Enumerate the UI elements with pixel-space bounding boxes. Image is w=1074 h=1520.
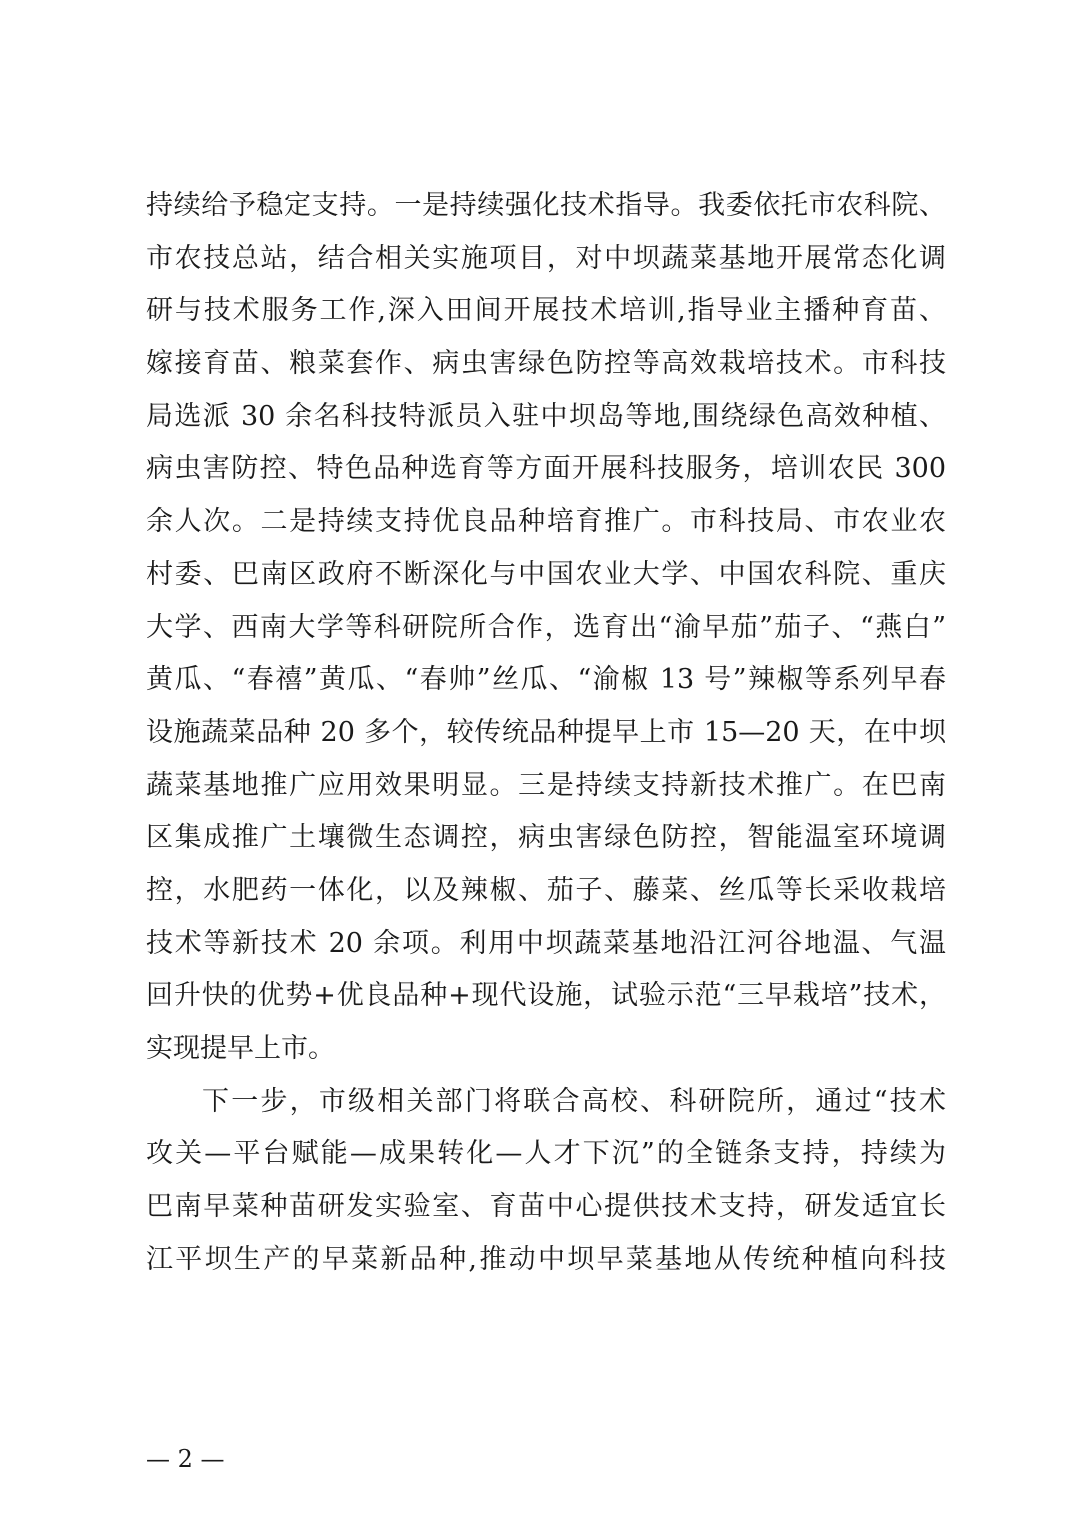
paragraph-1-line-13: 区集成推广土壤微生态调控，病虫害绿色防控，智能温室环境调 bbox=[146, 822, 946, 854]
paragraph-1-line-2: 市农技总站，结合相关实施项目，对中坝蔬菜基地开展常态化调 bbox=[146, 242, 946, 274]
paragraph-1-line-3: 研与技术服务工作,深入田间开展技术培训,指导业主播种育苗、 bbox=[146, 295, 946, 327]
paragraph-1-line-7: 余人次。二是持续支持优良品种培育推广。市科技局、市农业农 bbox=[146, 506, 946, 538]
paragraph-1-line-1: 持续给予稳定支持。一是持续强化技术指导。我委依托市农科院、 bbox=[146, 190, 946, 221]
paragraph-1-line-14: 控，水肥药一体化，以及辣椒、茄子、藤菜、丝瓜等长采收栽培 bbox=[146, 874, 946, 906]
paragraph-1-line-12: 蔬菜基地推广应用效果明显。三是持续支持新技术推广。在巴南 bbox=[146, 769, 946, 801]
paragraph-2-line-4: 江平坝生产的早菜新品种,推动中坝早菜基地从传统种植向科技 bbox=[146, 1243, 946, 1275]
page-number: — 2 — bbox=[146, 1445, 225, 1473]
paragraph-1-line-10: 黄瓜、“春禧”黄瓜、“春帅”丝瓜、“渝椒 13 号”辣椒等系列早春 bbox=[146, 664, 946, 696]
paragraph-1-line-17: 实现提早上市。 bbox=[146, 1033, 335, 1064]
paragraph-1-line-16: 回升快的优势+优良品种+现代设施，试验示范“三早栽培”技术， bbox=[146, 980, 946, 1012]
document-body bbox=[146, 180, 946, 1286]
paragraph-1-line-15: 技术等新技术 20 余项。利用中坝蔬菜基地沿江河谷地温、气温 bbox=[146, 927, 946, 959]
paragraph-1-line-5: 局选派 30 余名科技特派员入驻中坝岛等地,围绕绿色高效种植、 bbox=[146, 400, 946, 432]
paragraph-2-line-1: 下一步，市级相关部门将联合高校、科研院所，通过“技术 bbox=[202, 1085, 946, 1117]
paragraph-2-line-2: 攻关—平台赋能—成果转化—人才下沉”的全链条支持，持续为 bbox=[146, 1138, 946, 1170]
paragraph-1-line-11: 设施蔬菜品种 20 多个，较传统品种提早上市 15—20 天，在中坝 bbox=[146, 716, 946, 748]
paragraph-1-line-6: 病虫害防控、特色品种选育等方面开展科技服务，培训农民 300 bbox=[146, 453, 946, 485]
paragraph-1-line-9: 大学、西南大学等科研院所合作，选育出“渝早茄”茄子、“燕白” bbox=[146, 611, 946, 643]
paragraph-2-line-3: 巴南早菜种苗研发实验室、育苗中心提供技术支持，研发适宜长 bbox=[146, 1191, 946, 1223]
paragraph-1-line-4: 嫁接育苗、粮菜套作、病虫害绿色防控等高效栽培技术。市科技 bbox=[146, 348, 946, 380]
paragraph-1-line-8: 村委、巴南区政府不断深化与中国农业大学、中国农科院、重庆 bbox=[146, 558, 946, 590]
